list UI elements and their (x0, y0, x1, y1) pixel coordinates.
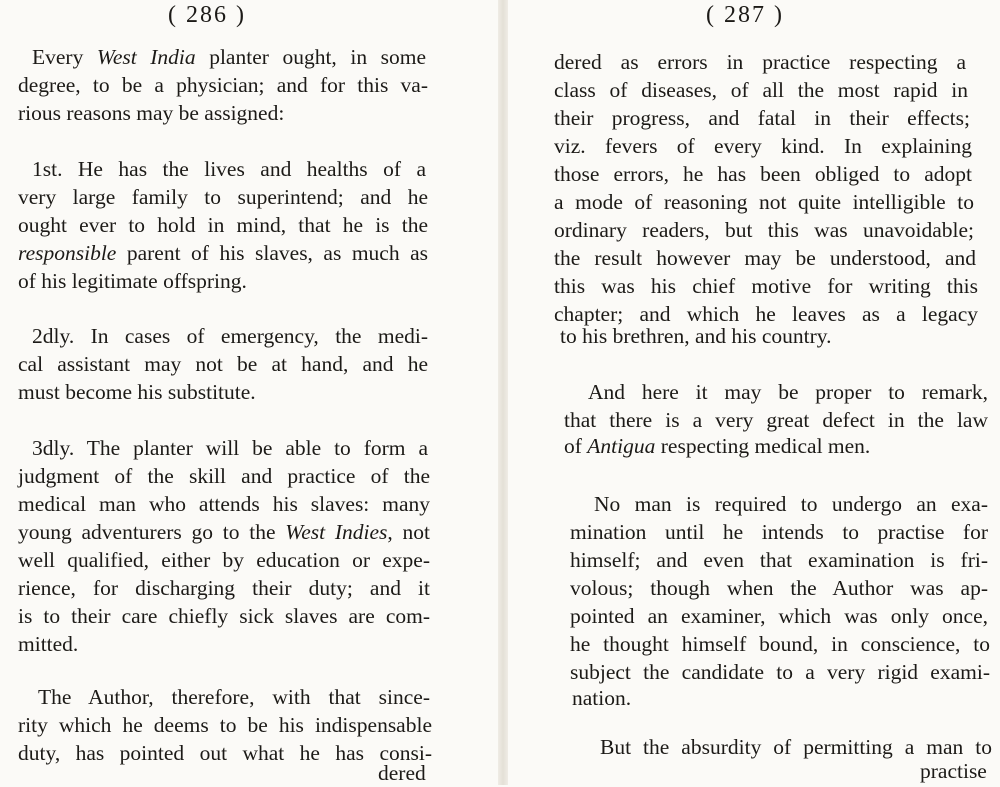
text-line: cal assistant may not be at hand, and he (18, 352, 428, 376)
text-line: medical man who attends his slaves: many (18, 492, 430, 516)
catchword: practise (920, 759, 987, 783)
text-line: responsible parent of his slaves, as much as (18, 241, 428, 265)
text-line: rious reasons may be assigned: (18, 101, 285, 125)
text-line: of Antigua respecting medical men. (564, 434, 871, 458)
text-line: this was his chief motive for writing this (554, 274, 978, 298)
text-line: No man is required to undergo an exa- (594, 492, 988, 516)
text-line: mination until he intends to practise for (570, 520, 988, 544)
text-line: must become his substitute. (18, 380, 256, 404)
text-line: rience, for discharging their duty; and it (18, 576, 430, 600)
text-line: dered as errors in practice respecting a (554, 50, 966, 74)
text-line: himself; and even that examination is fri- (570, 548, 988, 572)
text-line: ordinary readers, but this was unavoidable; (554, 218, 974, 242)
text-line: The Author, therefore, with that since- (38, 685, 430, 709)
text-line: 3dly. The planter will be able to form a (32, 436, 428, 460)
text-line: well qualified, either by education or expe- (18, 548, 430, 572)
left-page (0, 0, 498, 785)
text-line: is to their care chiefly sick slaves are com- (18, 604, 430, 628)
text-line: But the absurdity of permitting a man to (600, 735, 992, 759)
text-line: rity which he deems to be his indispensable (18, 713, 432, 737)
text-line: 1st. He has the lives and healths of a (32, 157, 426, 181)
text-line: their progress, and fatal in their effects; (554, 106, 970, 130)
text-line: volous; though when the Author was ap- (570, 576, 988, 600)
text-line: nation. (572, 686, 632, 710)
page-number: ( 287 ) (706, 2, 784, 28)
page-number: ( 286 ) (168, 2, 246, 28)
text-line: those errors, he has been obliged to adopt (554, 162, 972, 186)
book-gutter (498, 0, 508, 785)
text-line: the result however may be understood, and (554, 246, 976, 270)
text-line: Every West India planter ought, in some (32, 45, 427, 69)
text-line: to his brethren, and his country. (560, 324, 832, 348)
text-line: degree, to be a physician; and for this va- (18, 73, 428, 97)
text-line: pointed an examiner, which was only once, (570, 604, 988, 628)
text-line: that there is a very great defect in the law (564, 408, 988, 432)
text-line: class of diseases, of all the most rapid in (554, 78, 968, 102)
text-line: ought ever to hold in mind, that he is the (18, 213, 428, 237)
text-line: duty, has pointed out what he has consi- (18, 741, 432, 765)
text-line: viz. fevers of every kind. In explaining (554, 134, 972, 158)
text-line: he thought himself bound, in conscience, to (570, 632, 990, 656)
text-line: very large family to superintend; and he (18, 185, 428, 209)
text-line: chapter; and which he leaves as a legacy (554, 302, 978, 326)
text-line: mitted. (18, 632, 79, 656)
right-page (508, 0, 1000, 785)
text-line: And here it may be proper to remark, (588, 380, 988, 404)
text-line: a mode of reasoning not quite intelligible to (554, 190, 974, 214)
text-line: judgment of the skill and practice of the (18, 464, 430, 488)
text-line: of his legitimate offspring. (18, 269, 247, 293)
catchword: dered (378, 761, 426, 785)
text-line: subject the candidate to a very rigid exami- (570, 660, 990, 684)
text-line: young adventurers go to the West Indies, not (18, 520, 431, 544)
text-line: 2dly. In cases of emergency, the medi- (32, 324, 428, 348)
